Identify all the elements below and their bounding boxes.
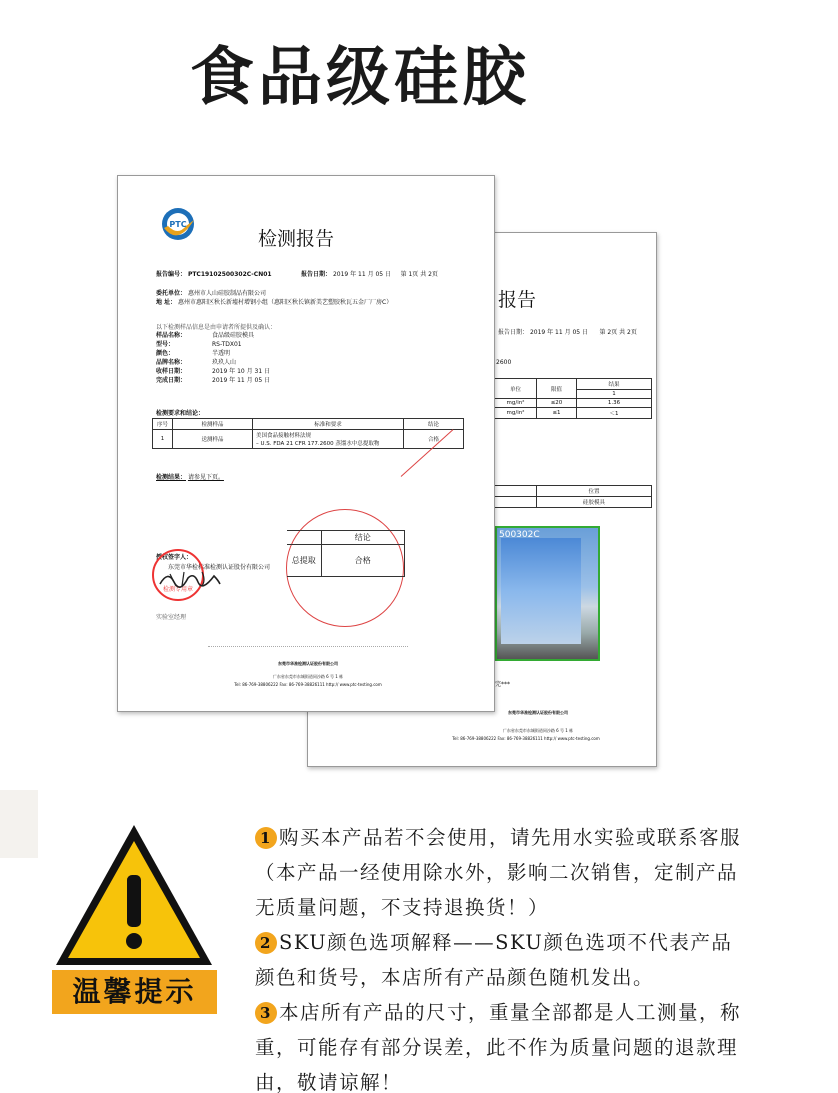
sample-field: 品牌名称： 玖玖人山 xyxy=(156,359,237,366)
requirements-table: 序号 检测样品 标准和要求 结论 1 送测样品 美国食品接触材料法规 – U.S. FDA 21 CFR 177.2600 蒸馏水中总提取物 合格 xyxy=(152,418,464,449)
photo-caption: 500302C xyxy=(499,530,540,540)
notice-list xyxy=(255,820,745,1093)
silicone-mold-image xyxy=(501,538,581,644)
results-table xyxy=(494,378,652,419)
company-short: 东莞市华检标准检测认证股份有限公司 xyxy=(168,564,271,571)
report-date-row: 报告日期： 2019 年 11 月 05 日 第 1页 共 2页 xyxy=(301,271,438,278)
address-row: 地 址： 惠州市惠阳区秋长新墟村增钢小组（惠阳区秋长镇新美艺塑胶秋瓦五金厂厂房C） xyxy=(156,299,393,306)
approver-label: 授权签字人： xyxy=(156,554,193,561)
approver-title: 实验室经理 xyxy=(156,614,187,621)
notice-number: 3 xyxy=(255,1002,277,1024)
col-limit: 限值 xyxy=(537,379,577,399)
sample-photo xyxy=(495,526,600,661)
report-date-label: 报告日期： xyxy=(498,329,529,336)
notice-number: 1 xyxy=(255,827,277,849)
table-row: mg/in² ≤1 ＜1 xyxy=(495,408,652,419)
sample-field: 颜色： 半透明 xyxy=(156,350,231,357)
sample-field: 完成日期： 2019 年 11 月 05 日 xyxy=(156,377,271,384)
report-number: PTC19102500302C-CN01 xyxy=(187,271,272,278)
requirements-heading: 检测要求和结论： xyxy=(156,410,205,417)
footer-fine-print xyxy=(208,644,408,648)
report-page-2-title: 报告 xyxy=(498,289,537,311)
notice-item xyxy=(255,995,745,1093)
ptc-logo-text: PTC xyxy=(169,220,187,229)
col-unit: 单位 xyxy=(495,379,537,399)
report-date: 2019 年 11 月 05 日 xyxy=(529,329,589,336)
report-title: 检测报告 xyxy=(258,228,335,250)
page-info: 第 2页 共 2页 xyxy=(599,329,637,336)
result-row: 检测结果： 请参见下页。 xyxy=(156,474,224,481)
notice-number: 2 xyxy=(255,932,277,954)
std-fragment: 2600 xyxy=(496,359,512,366)
client-name: 惠州市人山硅胶制品有限公司 xyxy=(187,290,266,297)
footer-address: 广东省东莞市东城街道同沙路 6 号 1 栋 xyxy=(272,674,344,679)
client-row: 委托单位： 惠州市人山硅胶制品有限公司 xyxy=(156,290,266,297)
warm-tip-label: 温馨提示 xyxy=(52,970,217,1014)
sample-info-list xyxy=(156,331,270,385)
sample-field: 样品名称： 食品级硅胶模具 xyxy=(156,332,255,339)
sample-field: 收样日期： 2019 年 10 月 31 日 xyxy=(156,368,271,375)
decorative-block xyxy=(0,790,38,858)
notice-item xyxy=(255,820,745,925)
official-stamp: 检测专用章 xyxy=(152,549,204,601)
zoom-circle xyxy=(286,509,404,627)
page-headline: 食品级硅胶 xyxy=(190,41,530,115)
col-result-sub: 1 xyxy=(577,390,652,399)
report-page-1 xyxy=(117,175,495,712)
footer-contact: Tel: 86-769-38806222 Fax: 86-769-38826111 http:// www.ptc-testing.com xyxy=(452,736,600,741)
confirm-note: 以下检测样品信息是由申请者所提供及确认： xyxy=(156,324,277,331)
notice-text: 本店所有产品的尺寸，重量全部都是人工测量，称重，可能存有部分误差，此不作为质量问题的退款理由，敬请谅解！ xyxy=(255,1001,742,1093)
ptc-logo-icon xyxy=(156,206,200,242)
zoom-table: 结论 总提取 合格 xyxy=(287,530,405,577)
footer-company: 东莞市华准检测认证股份有限公司 xyxy=(278,661,338,666)
notice-text: SKU颜色选项解释——SKU颜色选项不代表产品颜色和货号，本店所有产品颜色随机发出。 xyxy=(255,931,733,989)
notice-text: 购买本产品若不会使用，请先用水实验或联系客服（本产品一经使用除水外，影响二次销售，定制产品无质量问题，不支持退换货！） xyxy=(255,826,742,919)
report-page-2-date-row xyxy=(498,327,637,336)
col-result: 结果 xyxy=(577,379,652,390)
footer-company: 东莞市华准检测认证股份有限公司 xyxy=(508,710,568,715)
warning-triangle-icon xyxy=(52,815,217,980)
end-text: 完*** xyxy=(495,681,511,688)
position-value: 硅胶模具 xyxy=(537,497,652,508)
notice-item xyxy=(255,925,745,995)
report-number-row: 报告编号： PTC19102500302C-CN01 xyxy=(156,271,272,278)
footer-contact: Tel: 86-769-38806222 Fax: 86-769-38826111 http:// www.ptc-testing.com xyxy=(234,682,382,687)
position-label: 位置 xyxy=(537,486,652,497)
page-info: 第 1页 共 2页 xyxy=(400,271,438,278)
table-row: 1 送测样品 美国食品接触材料法规 – U.S. FDA 21 CFR 177.2600 蒸馏水中总提取物 合格 xyxy=(153,430,464,449)
client-address: 惠州市惠阳区秋长新墟村增钢小组（惠阳区秋长镇新美艺塑胶秋瓦五金厂厂房C） xyxy=(178,299,393,306)
report-date: 2019 年 11 月 05 日 xyxy=(332,271,392,278)
sample-field: 型号： RS-TDX01 xyxy=(156,341,242,348)
table-row: mg/in² ≤20 1.36 xyxy=(495,399,652,408)
footer-address: 广东省东莞市东城街道同沙路 6 号 1 栋 xyxy=(502,728,574,733)
position-table xyxy=(494,485,652,508)
signature-icon xyxy=(158,568,222,590)
